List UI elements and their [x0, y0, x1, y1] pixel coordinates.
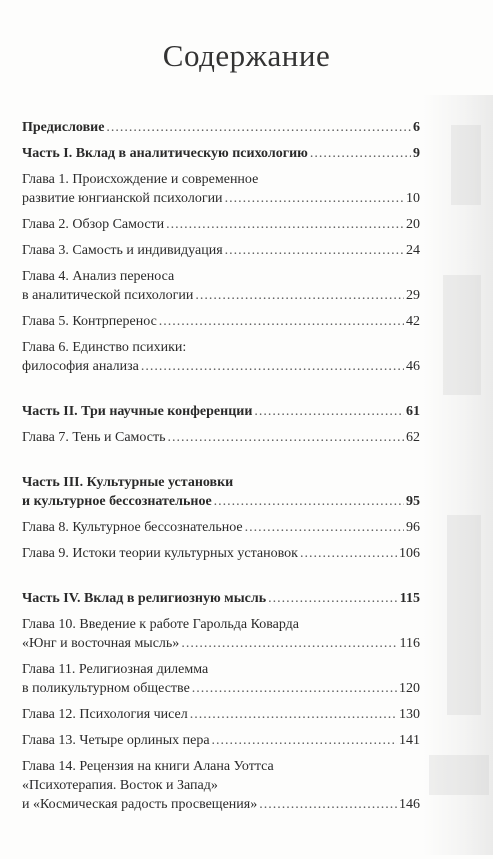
toc-entry-label: Глава 8. Культурное бессознательное [22, 520, 243, 535]
toc-page-number: 9 [413, 146, 420, 161]
toc-entry-label: Глава 5. Контрперенос [22, 314, 157, 329]
toc-page-number: 6 [413, 120, 420, 135]
toc-entry-label: Глава 7. Тень и Самость [22, 430, 166, 445]
leader-dots [106, 118, 411, 137]
toc-entry-label: Глава 9. Истоки теории культурных установок [22, 546, 298, 561]
toc-entry-label: Глава 2. Обзор Самости [22, 217, 165, 232]
leader-dots [166, 215, 404, 234]
toc-entry-label: «Психотерапия. Восток и Запад» [22, 778, 218, 793]
toc-page-number: 120 [399, 681, 420, 696]
toc-entry-chapter-4[interactable] [22, 267, 420, 305]
leader-dots [259, 795, 397, 814]
toc-page-number: 106 [399, 546, 420, 561]
toc-entry-chapter-2[interactable] [22, 215, 420, 234]
leader-dots [310, 144, 411, 163]
toc-entry-label: Предисловие [22, 120, 105, 135]
toc-entry-chapter-3[interactable] [22, 241, 420, 260]
table-of-contents [22, 118, 420, 814]
toc-entry-chapter-6[interactable] [22, 338, 420, 376]
toc-page-number: 20 [406, 217, 420, 232]
toc-entry-label: Глава 12. Психология чисел [22, 707, 188, 722]
leader-dots [225, 241, 404, 260]
toc-page-number: 24 [406, 243, 420, 258]
leader-dots [141, 357, 404, 376]
toc-page-number: 96 [406, 520, 420, 535]
toc-page-number: 95 [406, 494, 420, 509]
leader-dots [192, 679, 397, 698]
toc-entry-part-1[interactable] [22, 144, 420, 163]
toc-entry-label: Часть I. Вклад в аналитическую психологию [22, 146, 308, 161]
toc-entry-label: Часть III. Культурные установки [22, 475, 234, 490]
page-title: Содержание [162, 38, 331, 73]
toc-entry-label: и культурное бессознательное [22, 494, 212, 509]
toc-entry-part-3[interactable] [22, 473, 420, 511]
toc-entry-part-2[interactable] [22, 402, 420, 421]
toc-entry-chapter-12[interactable] [22, 705, 420, 724]
toc-page-number: 146 [399, 797, 420, 812]
toc-entry-chapter-13[interactable] [22, 731, 420, 750]
toc-entry-chapter-10[interactable] [22, 615, 420, 653]
toc-page-number: 141 [399, 733, 420, 748]
toc-page-number: 62 [406, 430, 420, 445]
toc-page-number: 61 [406, 404, 420, 419]
toc-page-number: 10 [406, 191, 420, 206]
toc-entry-label: и «Космическая радость просвещения» [22, 797, 258, 812]
toc-entry-label: Глава 3. Самость и индивидуация [22, 243, 223, 258]
toc-entry-chapter-8[interactable] [22, 518, 420, 537]
toc-entry-label: в поликультурном обществе [22, 681, 190, 696]
toc-entry-label: развитие юнгианской психологии [22, 191, 223, 206]
toc-entry-chapter-1[interactable] [22, 170, 420, 208]
toc-page-number: 42 [406, 314, 420, 329]
toc-entry-label: философия анализа [22, 359, 139, 374]
leader-dots [254, 402, 404, 421]
leader-dots [195, 286, 404, 305]
toc-entry-chapter-7[interactable] [22, 428, 420, 447]
leader-dots [181, 634, 397, 653]
toc-entry-label: Глава 6. Единство психики: [22, 340, 187, 355]
toc-page-number: 115 [399, 591, 420, 606]
leader-dots [159, 312, 404, 331]
leader-dots [268, 589, 398, 608]
toc-entry-label: Глава 10. Введение к работе Гарольда Коварда [22, 617, 300, 632]
leader-dots [190, 705, 397, 724]
leader-dots [245, 518, 404, 537]
toc-page-number: 116 [399, 636, 420, 651]
toc-page-number: 29 [406, 288, 420, 303]
toc-entry-label: Часть IV. Вклад в религиозную мысль [22, 591, 267, 606]
toc-entry-label: Часть II. Три научные конференции [22, 404, 253, 419]
toc-entry-chapter-11[interactable] [22, 660, 420, 698]
toc-entry-label: Глава 13. Четыре орлиных пера [22, 733, 210, 748]
toc-entry-label: Глава 11. Религиозная дилемма [22, 662, 209, 677]
toc-page-number: 130 [399, 707, 420, 722]
leader-dots [214, 492, 404, 511]
toc-entry-label: Глава 1. Происхождение и современное [22, 172, 259, 187]
toc-entry-chapter-5[interactable] [22, 312, 420, 331]
toc-entry-label: «Юнг и восточная мысль» [22, 636, 180, 651]
toc-entry-part-4[interactable] [22, 589, 420, 608]
toc-entry-preface[interactable] [22, 118, 420, 137]
show-through-shadow [423, 95, 493, 855]
toc-entry-chapter-9[interactable] [22, 544, 420, 563]
leader-dots [167, 428, 404, 447]
toc-entry-chapter-14[interactable] [22, 757, 420, 814]
toc-entry-label: Глава 14. Рецензия на книги Алана Уоттса [22, 759, 274, 774]
toc-page-number: 46 [406, 359, 420, 374]
leader-dots [300, 544, 397, 563]
leader-dots [212, 731, 397, 750]
toc-entry-label: Глава 4. Анализ переноса [22, 269, 175, 284]
leader-dots [225, 189, 404, 208]
toc-entry-label: в аналитической психологии [22, 288, 194, 303]
